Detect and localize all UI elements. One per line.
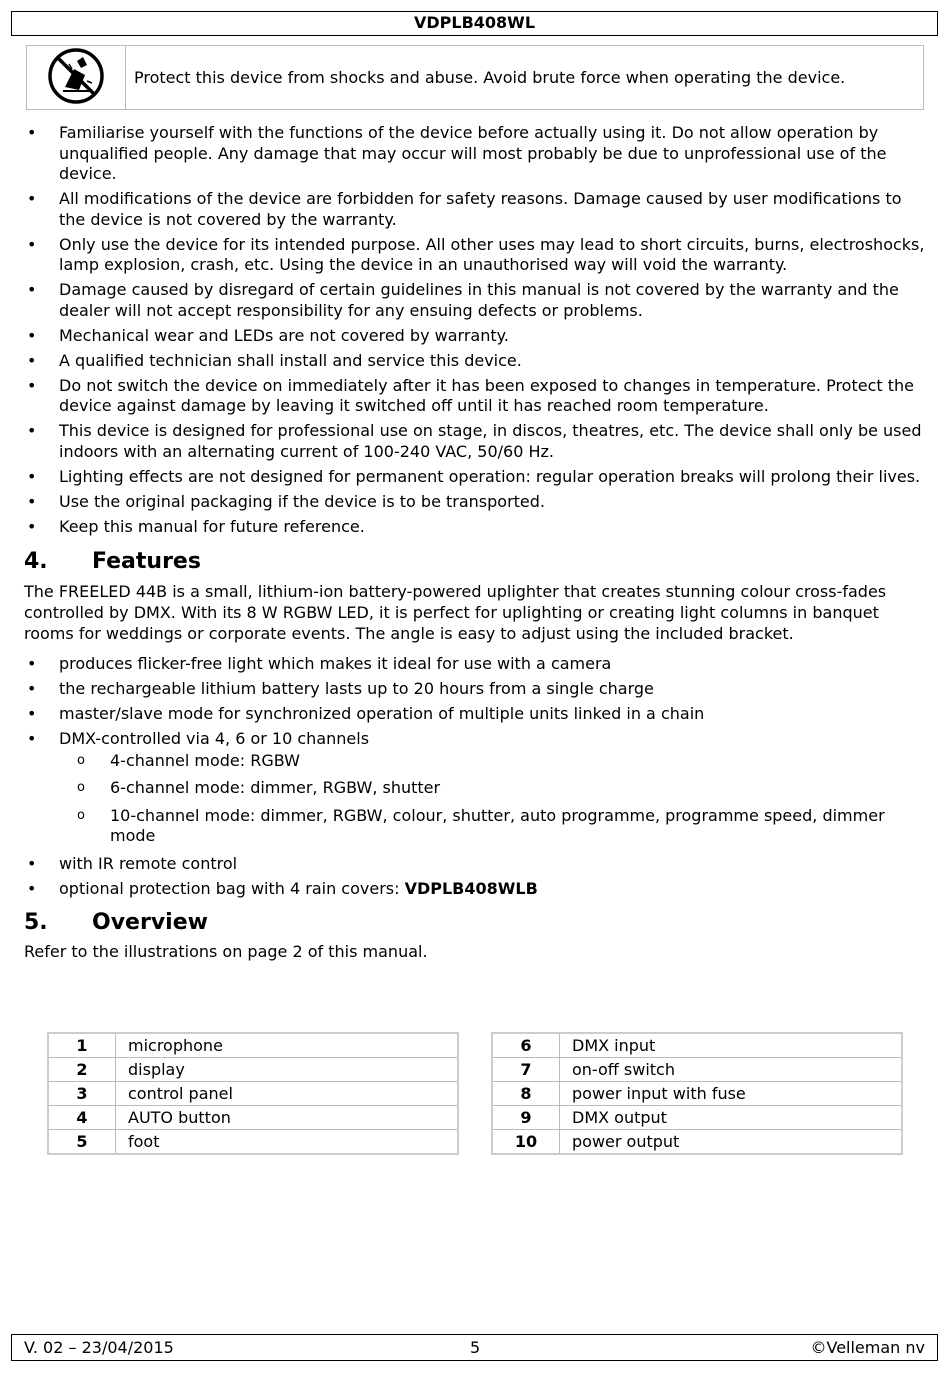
page-footer: [11, 1334, 938, 1361]
item-number: 8: [492, 1082, 560, 1106]
item-number: 4: [48, 1106, 116, 1130]
section-title: Overview: [92, 910, 208, 935]
item-description: display: [116, 1058, 459, 1082]
table-row: [492, 1058, 902, 1082]
item-number: 5: [48, 1130, 116, 1155]
safety-guidelines-list: [24, 123, 926, 537]
list-item: • A qualified technician shall install and service this device.: [24, 351, 926, 372]
list-item: • Use the original packaging if the device is to be transported.: [24, 492, 926, 513]
list-item: • Lighting effects are not designed for permanent operation: regular operation breaks will prolong their lives.: [24, 467, 926, 488]
overview-table-right: [491, 1032, 903, 1155]
list-item-text: optional protection bag with 4 rain covers:: [59, 878, 405, 898]
item-description: AUTO button: [116, 1106, 459, 1130]
table-row: [48, 1082, 458, 1106]
list-item: • the rechargeable lithium battery lasts up to 20 hours from a single charge: [24, 679, 926, 700]
sub-list-item: o 10-channel mode: dimmer, RGBW, colour, shutter, auto programme, programme speed, dimmer mode: [59, 806, 926, 847]
item-description: DMX input: [560, 1033, 903, 1058]
list-item: • Damage caused by disregard of certain guidelines in this manual is not covered by the warranty and the dealer will not accept responsibility for any ensuing defects or problems.: [24, 280, 926, 321]
list-item: • Keep this manual for future reference.: [24, 517, 926, 538]
features-heading: [24, 549, 926, 575]
overview-intro: Refer to the illustrations on page 2 of this manual.: [24, 942, 428, 961]
page-content: [24, 120, 926, 962]
dmx-modes-list: [59, 751, 926, 847]
footer-copyright: ©Velleman nv: [810, 1338, 925, 1357]
section-title: Features: [92, 549, 201, 574]
overview-table-left: [47, 1032, 459, 1155]
page-header: [11, 11, 938, 36]
item-number: 6: [492, 1033, 560, 1058]
table-row: [492, 1033, 902, 1058]
list-item: • Mechanical wear and LEDs are not covered by warranty.: [24, 326, 926, 347]
list-item: • Do not switch the device on immediately after it has been exposed to changes in temperature. Protect the device against damage by leaving it switched off until it has reached room temperature.: [24, 376, 926, 417]
product-code: VDPLB408WLB: [404, 878, 538, 898]
item-description: DMX output: [560, 1106, 903, 1130]
sub-list-item: o 6-channel mode: dimmer, RGBW, shutter: [59, 778, 926, 799]
item-number: 10: [492, 1130, 560, 1155]
no-shock-icon: [47, 47, 105, 109]
table-row: [48, 1106, 458, 1130]
item-description: power input with fuse: [560, 1082, 903, 1106]
overview-heading: [24, 910, 926, 936]
table-row: [492, 1082, 902, 1106]
list-item: • Familiarise yourself with the functions of the device before actually using it. Do not allow operation by unqualified people. Any damage that may occur will most probably be due to unprofessional use of the device.: [24, 123, 926, 185]
item-description: control panel: [116, 1082, 459, 1106]
table-row: [48, 1058, 458, 1082]
features-intro: The FREELED 44B is a small, lithium-ion battery-powered uplighter that creates stunning colour cross-fades controlled by DMX. With its 8 W RGBW LED, it is perfect for uplighting or creating light columns in banquet rooms for weddings or corporate events. The angle is easy to adjust using the included bracket.: [24, 582, 887, 643]
table-row: [492, 1106, 902, 1130]
list-item: [24, 879, 926, 900]
list-item: [24, 729, 926, 847]
item-number: 3: [48, 1082, 116, 1106]
item-number: 9: [492, 1106, 560, 1130]
footer-version: V. 02 – 23/04/2015: [24, 1338, 174, 1357]
sub-list-item: o 4-channel mode: RGBW: [59, 751, 926, 772]
list-item-text: DMX-controlled via 4, 6 or 10 channels: [59, 729, 370, 748]
list-item: • produces flicker-free light which makes it ideal for use with a camera: [24, 654, 926, 675]
features-list: [24, 654, 926, 899]
warning-text: Protect this device from shocks and abuse. Avoid brute force when operating the device.: [134, 68, 846, 87]
item-description: microphone: [116, 1033, 459, 1058]
warning-box: [26, 45, 924, 110]
list-item: • This device is designed for professional use on stage, in discos, theatres, etc. The device shall only be used indoors with an alternating current of 100-240 VAC, 50/60 Hz.: [24, 421, 926, 462]
list-item: • All modifications of the device are forbidden for safety reasons. Damage caused by user modifications to the device is not covered by the warranty.: [24, 189, 926, 230]
table-row: [48, 1130, 458, 1155]
item-number: 7: [492, 1058, 560, 1082]
section-number: 4.: [24, 549, 48, 574]
document-title: VDPLB408WL: [413, 13, 536, 32]
item-description: on-off switch: [560, 1058, 903, 1082]
list-item: • with IR remote control: [24, 854, 926, 875]
item-number: 1: [48, 1033, 116, 1058]
table-row: [48, 1033, 458, 1058]
page-number: 5: [470, 1338, 481, 1357]
item-number: 2: [48, 1058, 116, 1082]
list-item: • Only use the device for its intended purpose. All other uses may lead to short circuits, burns, electroshocks, lamp explosion, crash, etc. Using the device in an unauthorised way will void the warranty.: [24, 235, 926, 276]
section-number: 5.: [24, 910, 48, 935]
table-row: [492, 1130, 902, 1155]
item-description: foot: [116, 1130, 459, 1155]
list-item: • master/slave mode for synchronized operation of multiple units linked in a chain: [24, 704, 926, 725]
item-description: power output: [560, 1130, 903, 1155]
